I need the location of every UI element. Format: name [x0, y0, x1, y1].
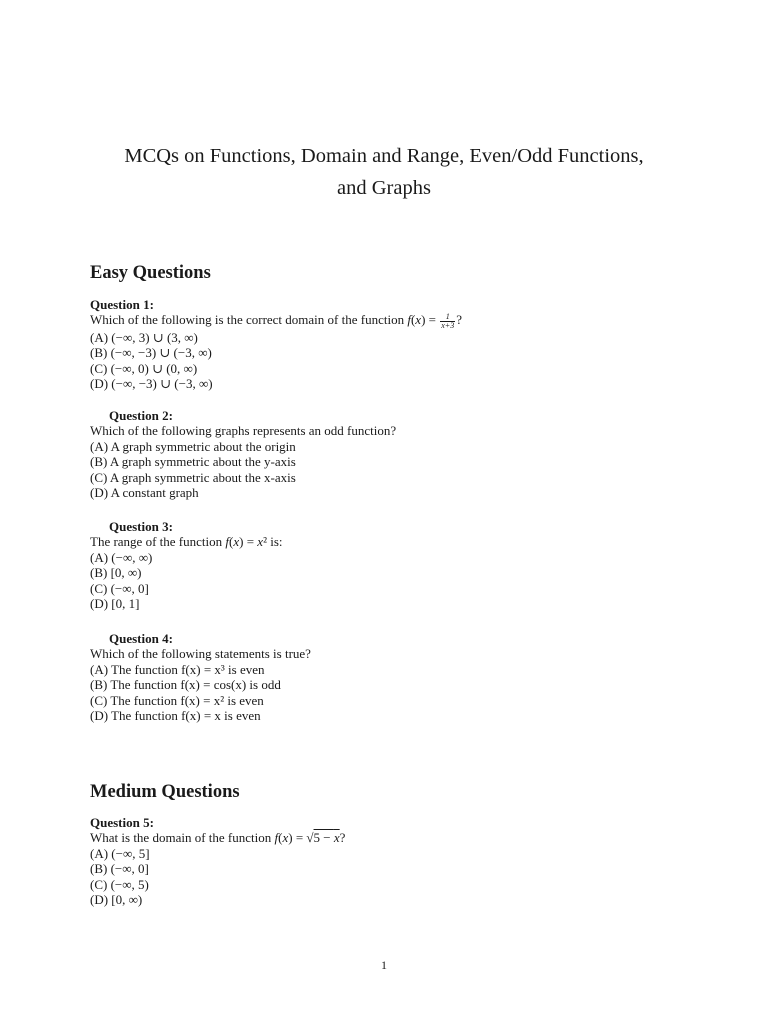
option-c[interactable]: (C) (−∞, 0] — [90, 580, 149, 596]
option-a[interactable]: (A) A graph symmetric about the origin — [90, 438, 296, 454]
option-a[interactable]: (A) The function f(x) = x³ is even — [90, 661, 265, 677]
option-d[interactable]: (D) A constant graph — [90, 485, 199, 501]
question-text: What is the domain of the function f(x) = √5 − x? — [90, 830, 346, 846]
option-c[interactable]: (C) (−∞, 5) — [90, 876, 149, 892]
option-b[interactable]: (B) A graph symmetric about the y-axis — [90, 454, 296, 470]
option-b[interactable]: (B) (−∞, −3) ∪ (−3, ∞) — [90, 345, 212, 361]
option-d[interactable]: (D) The function f(x) = x is even — [90, 708, 261, 724]
question-label: Question 3: — [109, 519, 173, 534]
option-a[interactable]: (A) (−∞, 5] — [90, 845, 150, 861]
question-2 — [90, 408, 690, 500]
question-1 — [90, 297, 690, 392]
option-c[interactable]: (C) The function f(x) = x² is even — [90, 692, 264, 708]
question-label: Question 5: — [90, 815, 154, 830]
question-text: Which of the following graphs represents an odd function? — [90, 423, 397, 439]
section-heading-easy: Easy Questions — [90, 263, 211, 283]
title-line-1: MCQs on Functions, Domain and Range, Even/Odd Functions, — [124, 145, 644, 167]
option-d[interactable]: (D) (−∞, −3) ∪ (−3, ∞) — [90, 376, 213, 392]
title-line-2: and Graphs — [337, 177, 431, 199]
question-4 — [90, 631, 690, 723]
option-a[interactable]: (A) (−∞, ∞) — [90, 549, 153, 565]
question-text: Which of the following is the correct domain of the function f(x) = $\frac{1}{x+3}$ ? — [90, 311, 462, 330]
question-label: Question 1: — [90, 297, 154, 312]
page-number: 1 — [381, 958, 387, 972]
question-text: The range of the function f(x) = x² is: — [90, 534, 283, 550]
option-d[interactable]: (D) [0, ∞) — [90, 892, 143, 908]
option-c[interactable]: (C) (−∞, 0) ∪ (0, ∞) — [90, 360, 198, 376]
option-d[interactable]: (D) [0, 1] — [90, 596, 140, 612]
question-3 — [90, 519, 690, 611]
option-a[interactable]: (A) (−∞, 3) ∪ (3, ∞) — [90, 329, 198, 345]
section-heading-medium: Medium Questions — [90, 782, 240, 802]
fraction: $\frac{1}{x+3}$ — [441, 311, 455, 330]
question-label: Question 2: — [109, 408, 173, 423]
option-c[interactable]: (C) A graph symmetric about the x-axis — [90, 469, 296, 485]
page-title — [60, 140, 708, 204]
question-label: Question 4: — [109, 631, 173, 646]
question-5 — [90, 815, 690, 907]
question-text: Which of the following statements is true? — [90, 646, 311, 662]
option-b[interactable]: (B) [0, ∞) — [90, 565, 142, 581]
option-b[interactable]: (B) The function f(x) = cos(x) is odd — [90, 677, 281, 693]
option-b[interactable]: (B) (−∞, 0] — [90, 861, 149, 877]
